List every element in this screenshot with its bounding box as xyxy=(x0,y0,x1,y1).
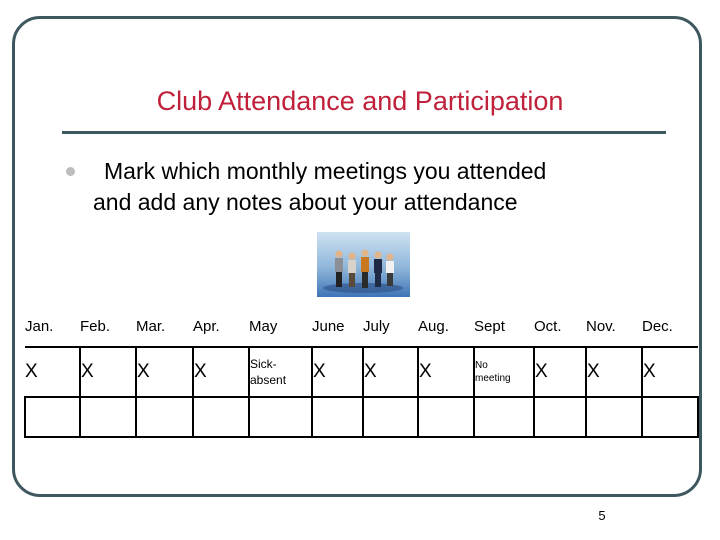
notes-cell[interactable] xyxy=(363,397,418,437)
bullet-line-1: Mark which monthly meetings you attended xyxy=(104,158,547,184)
attendance-table xyxy=(24,306,699,438)
bullet-line-2: and add any notes about your attendance xyxy=(93,189,518,215)
month-header: June xyxy=(312,317,345,335)
notes-cell[interactable] xyxy=(534,397,586,437)
month-header: Feb. xyxy=(80,317,111,335)
month-header: Aug. xyxy=(418,317,449,335)
page-number: 5 xyxy=(598,508,606,523)
notes-cell[interactable] xyxy=(312,397,363,437)
people-photo xyxy=(317,232,410,297)
notes-cell[interactable] xyxy=(249,397,312,437)
month-header: Mar. xyxy=(136,317,166,335)
people-figures-icon xyxy=(317,232,410,297)
attendance-cell[interactable]: X xyxy=(193,347,249,397)
slide-title: Club Attendance and Participation xyxy=(156,86,564,116)
attendance-cell[interactable] xyxy=(249,347,312,397)
attendance-row xyxy=(25,347,698,397)
attendance-cell[interactable]: X xyxy=(534,347,586,397)
bullet-text xyxy=(93,156,683,218)
month-header: May xyxy=(249,317,278,335)
attendance-cell[interactable]: X xyxy=(586,347,642,397)
month-header: Jan. xyxy=(25,317,54,335)
notes-cell[interactable] xyxy=(25,397,80,437)
notes-cell[interactable] xyxy=(474,397,534,437)
month-header: July xyxy=(363,317,390,335)
notes-cell[interactable] xyxy=(586,397,642,437)
bullet-icon xyxy=(66,167,75,176)
attendance-cell[interactable]: X xyxy=(80,347,136,397)
attendance-cell[interactable]: X xyxy=(418,347,474,397)
attendance-cell[interactable]: X xyxy=(363,347,418,397)
notes-cell[interactable] xyxy=(642,397,698,437)
attendance-note: No meeting xyxy=(475,360,511,384)
notes-cell[interactable] xyxy=(136,397,193,437)
attendance-note: Sick- absent xyxy=(250,357,287,387)
notes-cell[interactable] xyxy=(418,397,474,437)
attendance-cell[interactable]: X xyxy=(642,347,698,397)
attendance-cell[interactable]: X xyxy=(25,347,80,397)
title-divider xyxy=(62,131,666,134)
notes-row xyxy=(25,397,698,437)
month-header: Nov. xyxy=(586,317,616,335)
attendance-cell[interactable]: X xyxy=(312,347,363,397)
month-header: Dec. xyxy=(642,317,673,335)
attendance-cell[interactable] xyxy=(474,347,534,397)
month-header: Sept xyxy=(474,317,505,335)
month-header-row xyxy=(25,306,698,347)
attendance-cell[interactable]: X xyxy=(136,347,193,397)
month-header: Apr. xyxy=(193,317,220,335)
notes-cell[interactable] xyxy=(80,397,136,437)
month-header: Oct. xyxy=(534,317,562,335)
notes-cell[interactable] xyxy=(193,397,249,437)
